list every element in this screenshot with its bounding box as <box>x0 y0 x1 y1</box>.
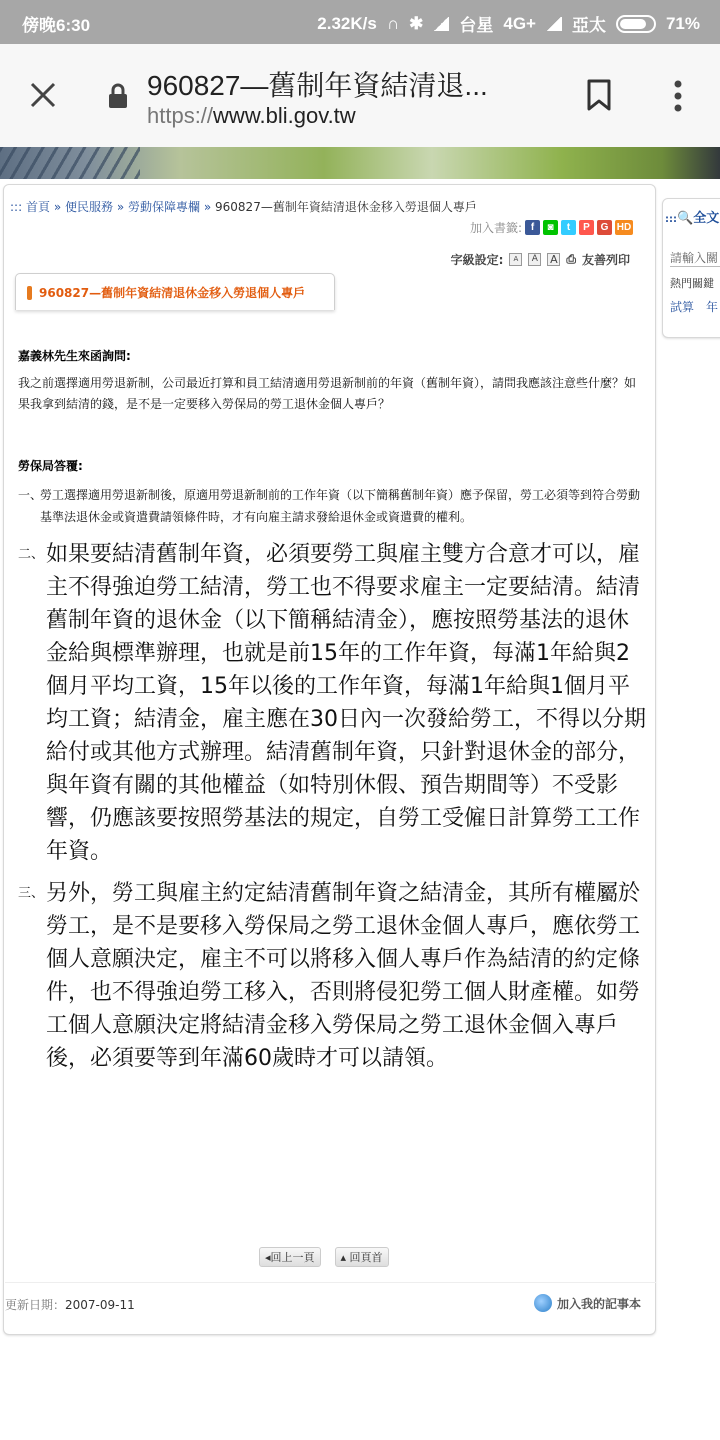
answer-item-text: 如果要結清舊制年資，必須要勞工與雇主雙方合意才可以，雇主不得強迫勞工結清，勞工也不得要求雇主一定要結清。結清舊制年資的退休金（以下簡稱結清金），應按照勞基法的退休金給與標準辦理，也就是前15年的工作年資，每滿1年給與2個月平均工資，15年以後的工作年資，每滿1年給與1個月平均工資；結清金，雇主應在30日內一次發給勞工，不得以分期給付或其他方式辦理。結清舊制年資，只針對退休金的部分，與年資有關的其他權益（如特別休假、預告期間等）不受影響，仍應該要按照勞基法的規定，自勞工受僱日計算勞工工作年資。 <box>46 542 646 864</box>
status-bar <box>0 0 720 44</box>
add-to-notes-link[interactable] <box>534 1294 641 1312</box>
back-button[interactable]: ◂回上一頁 <box>259 1247 321 1267</box>
page-title[interactable]: 960827—舊制年資結清退... <box>147 70 488 101</box>
breadcrumb-prefix: ::: <box>10 200 23 214</box>
site-banner <box>0 147 720 179</box>
side-search-panel <box>662 198 720 338</box>
status-time: 傍晚6:30 <box>22 16 91 35</box>
side-search-label: 全文 <box>693 211 720 226</box>
twitter-icon[interactable]: t <box>561 220 576 235</box>
font-size-label: 字級設定: <box>450 253 504 267</box>
answer-item-1 <box>18 484 648 528</box>
article-tab <box>15 273 335 310</box>
bluetooth-icon: ✱ <box>409 13 424 33</box>
answer-item-text: 勞工選擇適用勞退新制後，原適用勞退新制前的工作年資（以下簡稱舊制年資）應予保留，勞工必須等到符合勞動基準法退休金或資遣費請領條件時，才有向雇主請求發給退休金或資遣費的權利。 <box>40 488 641 524</box>
line-icon[interactable]: ◙ <box>543 220 558 235</box>
answer-item-number: 三、 <box>18 886 45 901</box>
print-icon[interactable]: ⎙ <box>566 252 576 266</box>
battery-level: 71% <box>665 13 700 33</box>
update-date-value: 2007-09-11 <box>65 1298 135 1312</box>
breadcrumb-separator: » <box>203 200 212 214</box>
banner-decoration <box>0 147 140 179</box>
breadcrumb-separator: » <box>116 200 125 214</box>
bookmark-label: 加入書籤: <box>469 221 522 235</box>
font-large-button[interactable]: A <box>547 253 560 266</box>
breadcrumb-services[interactable]: 便民服務 <box>64 200 113 214</box>
update-date-label: 更新日期： <box>5 1298 66 1312</box>
carrier-1: 台星 <box>459 16 494 35</box>
breadcrumb-home[interactable]: 首頁 <box>25 200 50 214</box>
print-link[interactable]: 友善列印 <box>581 253 630 267</box>
facebook-icon[interactable]: f <box>525 220 540 235</box>
bookmark-icon[interactable] <box>586 78 612 112</box>
answer-item-number: 一、 <box>18 488 43 502</box>
google-icon[interactable]: G <box>597 220 612 235</box>
breadcrumb-separator: » <box>53 200 62 214</box>
battery-icon <box>616 15 656 33</box>
signal-icon-2 <box>546 17 562 31</box>
lock-icon <box>108 83 128 109</box>
question-title: 嘉義林先生來函詢問: <box>18 349 131 363</box>
net-speed: 2.32K/s <box>317 13 377 33</box>
footer-divider <box>5 1282 656 1283</box>
close-icon[interactable] <box>28 80 58 110</box>
font-medium-button[interactable]: A <box>528 253 541 266</box>
article-title: 960827—舊制年資結清退休金移入勞退個人專戶 <box>39 286 306 300</box>
side-search-title: :::🔍全文 <box>665 211 720 226</box>
signal-icon <box>433 17 449 31</box>
answer-title: 勞保局答覆: <box>18 459 83 473</box>
breadcrumb-current: 960827—舊制年資結清退休金移入勞退個人專戶 <box>215 200 477 214</box>
url-field[interactable] <box>147 103 356 129</box>
answer-item-3 <box>18 877 650 1075</box>
answer-item-2 <box>18 538 650 868</box>
font-small-button[interactable]: A <box>509 253 522 266</box>
pager <box>259 1247 389 1267</box>
headset-icon: ∩ <box>386 13 400 33</box>
globe-icon <box>534 1294 552 1312</box>
bookmark-share-bar <box>470 219 633 236</box>
answer-item-number: 二、 <box>18 547 45 562</box>
side-hot-keywords: 熱門關鍵 <box>670 277 714 290</box>
side-links[interactable]: 試算 年 <box>670 300 719 314</box>
hemidemi-icon[interactable]: HD <box>616 222 632 233</box>
update-date <box>5 1296 135 1313</box>
url-protocol: https:// <box>147 103 214 128</box>
breadcrumb-column[interactable]: 勞動保障專欄 <box>128 200 201 214</box>
question-body: 我之前選擇適用勞退新制，公司最近打算和員工結清適用勞退新制前的年資（舊制年資），請問我應該注意些什麼？如果我拿到結清的錢，是不是一定要移入勞保局的勞工退休金個人專戶？ <box>18 376 637 411</box>
breadcrumb <box>10 198 477 215</box>
back-to-top-button[interactable]: ▴ 回頁首 <box>335 1247 389 1267</box>
side-search-input[interactable]: 請輸入關 <box>670 249 720 267</box>
add-to-notes-label: 加入我的記事本 <box>556 1296 641 1311</box>
plurk-icon[interactable]: P <box>579 220 594 235</box>
font-size-settings <box>451 251 630 268</box>
network-type: 4G+ <box>503 13 536 33</box>
article-card <box>3 184 656 1335</box>
answer-item-text: 另外，勞工與雇主約定結清舊制年資之結清金，其所有權屬於勞工，是不是要移入勞保局之勞工退休金個人專戶，應依勞工個人意願決定，雇主不可以將移入個人專戶作為結清的約定條件，也不得強迫勞工移入，否則將侵犯勞工個人財產權。如勞工個人意願決定將結清金移入勞保局之勞工退休金個入專戶後，必須要等到年滿60歲時才可以請領。 <box>46 881 641 1071</box>
url-host: www.bli.gov.tw <box>213 103 356 128</box>
more-menu-icon[interactable] <box>672 80 684 112</box>
carrier-2: 亞太 <box>571 16 606 35</box>
status-indicators <box>317 11 700 36</box>
search-icon: 🔍 <box>677 211 694 226</box>
tab-marker-icon <box>27 286 32 300</box>
